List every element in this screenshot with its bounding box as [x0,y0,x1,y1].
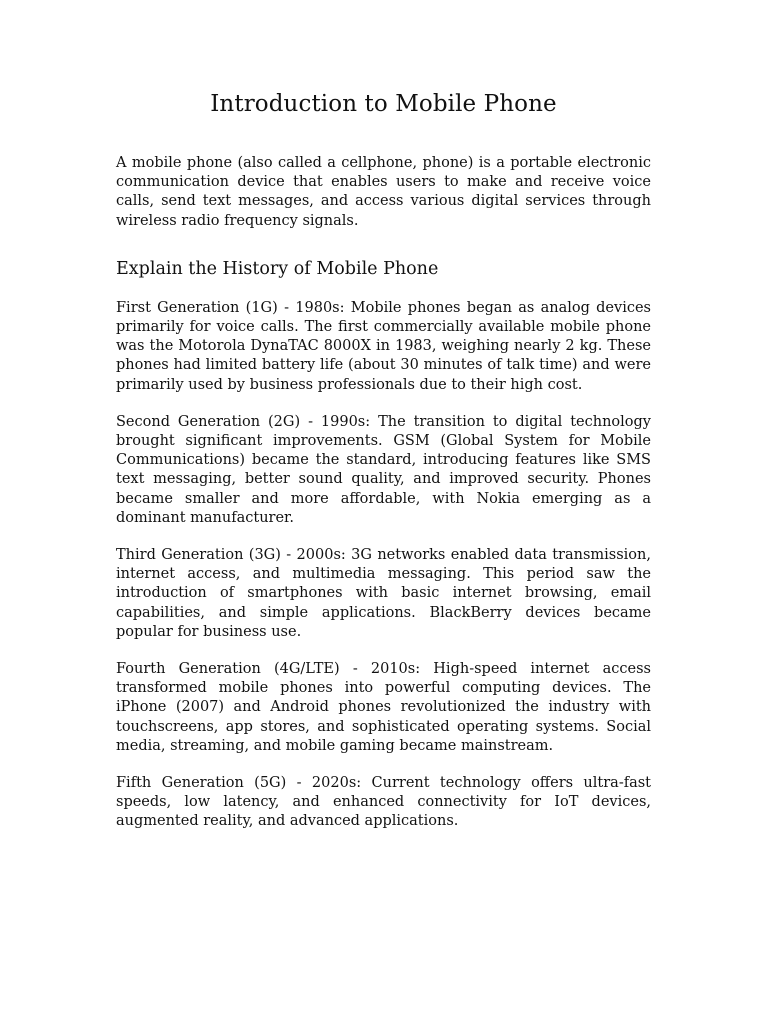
intro-text-4: ) is a portable electronic communication device that enables users to make and receive voice calls, send text messages, and access various digital services through wireless radio frequency signals. [116,155,652,229]
intro-text-2: (also called a [232,155,342,171]
generation-text: 3G networks enabled data transmission, internet access, and multimedia messaging. This period saw the introduction of smartphones with basic internet browsing, email capabilities, and simple applications. BlackBerry devices became popular for business use. [116,547,651,640]
intro-text-1: A [116,155,132,171]
intro-term-cellphone: cellphone, [341,155,418,171]
intro-term-mobile-phone: mobile phone [131,155,233,171]
intro-paragraph [116,154,651,231]
generation-paragraph-2g [116,413,651,528]
generation-text: Current technology offers ultra-fast speeds, low latency, and enhanced connectivity for IoT devices, augmented reality, and advanced applications. [116,775,651,830]
generation-paragraph-4g [116,660,651,756]
generation-text: The transition to digital technology brought significant improvements. GSM (Global System for Mobile Communications) became the standard, introducing features like SMS text messaging, better sound quality, and improved security. Phones became smaller and more affordable, with Nokia emerging as a dominant manufacturer. [116,413,651,526]
section-heading: Explain the History of Mobile Phone [116,258,439,279]
generation-label: Fifth Generation (5G) - 2020s: [116,775,362,792]
document-page [116,88,651,850]
generation-label: Second Generation (2G) - 1990s: [116,413,371,430]
generation-text: High-speed internet access transformed mobile phones into powerful computing devices. The iPhone (2007) and Android phones revolutionized the industry with touchscreens, app stores, and sophisticated operating systems. Social media, streaming, and mobile gaming became mainstream. [116,661,651,754]
generation-label: First Generation (1G) - 1980s: [116,299,345,316]
generation-text: Mobile phones began as analog devices primarily for voice calls. The first commercially available mobile phone was the Motorola DynaTAC 8000X in 1983, weighing nearly 2 kg. These phones had limited battery life (about 30 minutes of talk time) and were primarily used by business professionals due to their high cost. [116,299,651,393]
intro-term-phone: phone [422,155,468,171]
generation-label: Fourth Generation (4G/LTE) - 2010s: [116,661,421,678]
generation-paragraph-1g [116,299,651,395]
generation-label: Third Generation (3G) - 2000s: [116,547,346,564]
document-title: Introduction to Mobile Phone [210,91,557,117]
generation-paragraph-3g [116,546,651,642]
generation-paragraph-5g [116,774,651,832]
